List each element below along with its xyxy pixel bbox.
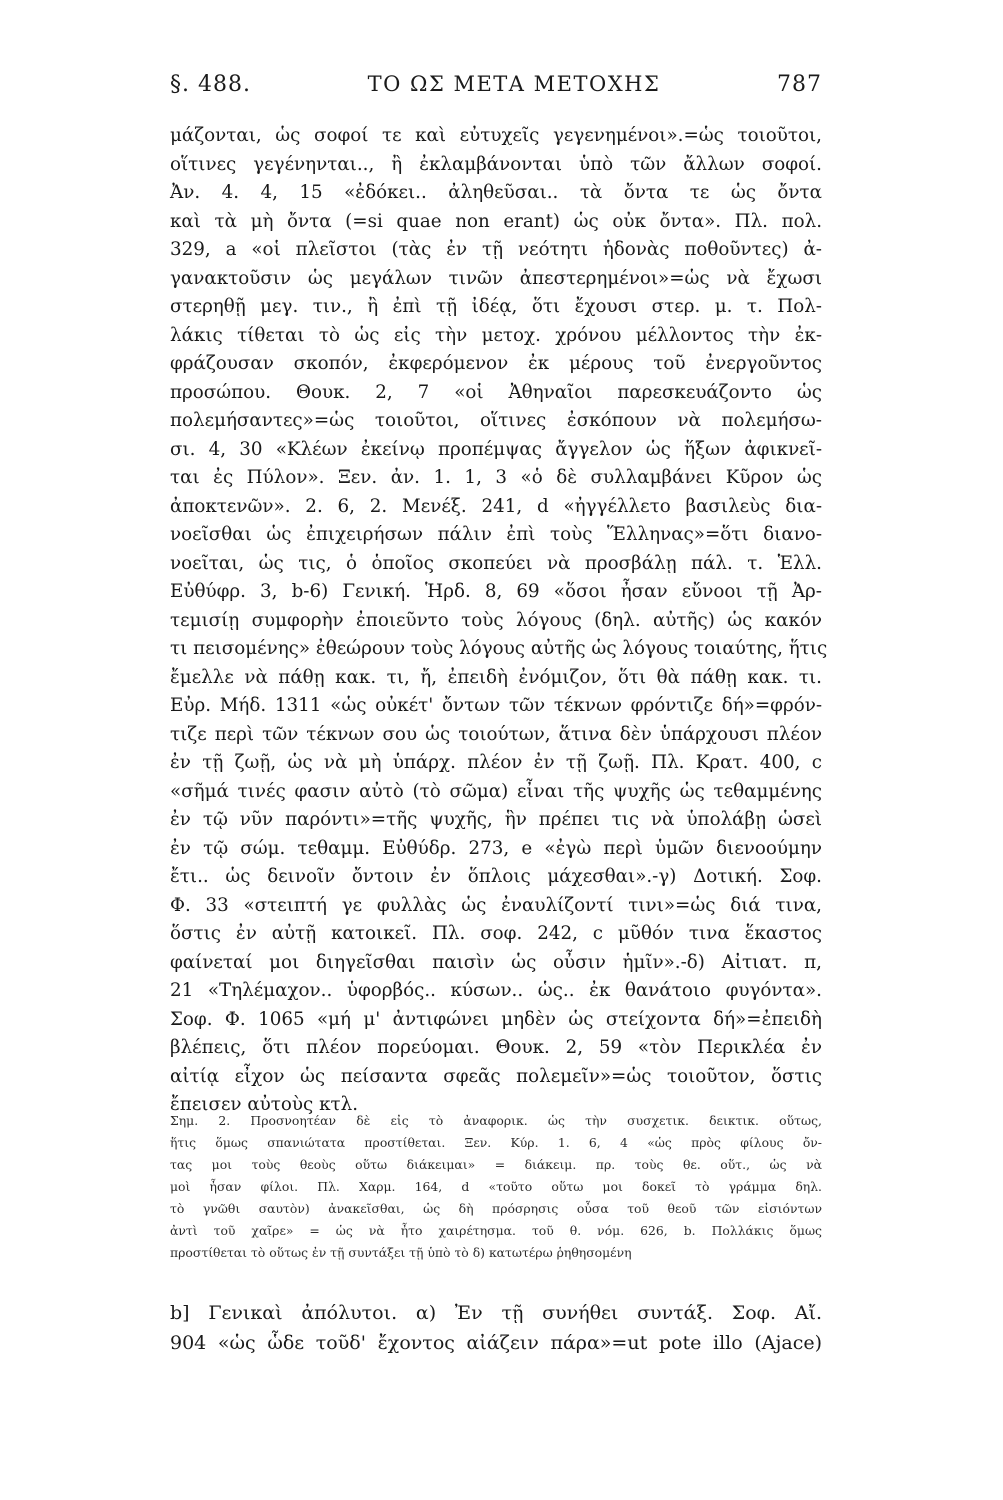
text-line: ὅστις ἐν αὐτῇ κατοικεῖ. Πλ. σοφ. 242, c μῦθόν τινα ἕκαστος bbox=[170, 923, 822, 944]
text-line: λάκις τίθεται τὸ ὡς εἰς τὴν μετοχ. χρόνου μέλλοντος τὴν ἐκ- bbox=[170, 324, 822, 346]
note-line: Σημ. 2. Προσνοητέαν δὲ εἰς τὸ ἀναφορικ. ὡς τὴν συσχετικ. δεικτικ. οὕτως, bbox=[170, 1113, 822, 1128]
text-line: σι. 4, 30 «Κλέων ἐκείνῳ προπέμψας ἄγγελον ὡς ἥξων ἀφικνεῖ- bbox=[170, 438, 822, 460]
text-line: Εὐθύφρ. 3, b-6) Γενική. Ἡρδ. 8, 69 «ὅσοι ἦσαν εὔνοοι τῇ Ἀρ- bbox=[170, 581, 822, 602]
note-line: μοὶ ἦσαν φίλοι. Πλ. Χαρμ. 164, d «τοῦτο οὕτω μοι δοκεῖ τὸ γράμμα δηλ. bbox=[170, 1179, 822, 1194]
text-line: Ἀν. 4. 4, 15 «ἐδόκει.. ἀληθεῦσαι.. τὰ ὄντα τε ὡς ὄντα bbox=[170, 182, 822, 203]
note-line: τας μοι τοὺς θεοὺς οὕτω διάκειμαι» = διάκειμ. πρ. τοὺς θε. οὕτ., ὡς νὰ bbox=[170, 1157, 822, 1172]
text-line: φράζουσαν σκοπόν, ἐκφερόμενον ἐκ μέρους τοῦ ἐνεργοῦντος bbox=[170, 353, 822, 374]
text-line: ἐν τῷ σώμ. τεθαμμ. Εὐθύδρ. 273, e «ἐγὼ περὶ ὑμῶν διενοούμην bbox=[170, 837, 822, 859]
section-number: §. 488. bbox=[170, 72, 251, 97]
text-line: φαίνεταί μοι διηγεῖσθαι παισὶν ὡς οὖσιν ἡμῖν».-δ) Αἰτιατ. π, bbox=[170, 951, 822, 973]
text-line: αἰτίᾳ εἶχον ὡς πείσαντα σφεᾶς πολεμεῖν»=ὡς τοιοῦτον, ὅστις bbox=[170, 1065, 822, 1087]
text-line: πολεμήσαντες»=ὡς τοιοῦτοι, οἵτινες ἐσκόπουν νὰ πολεμήσω- bbox=[170, 410, 822, 431]
text-line: «σῆμά τινές φασιν αὐτὸ (τὸ σῶμα) εἶναι τῆς ψυχῆς ὡς τεθαμμένης bbox=[170, 780, 822, 802]
text-line: ἔτι.. ὡς δεινοῖν ὄντοιν ἐν ὅπλοις μάχεσθαι».-γ) Δοτική. Σοφ. bbox=[170, 866, 822, 887]
text-line: 329, a «οἱ πλεῖστοι (τὰς ἐν τῇ νεότητι ἡδονὰς ποθοῦντες) ἀ- bbox=[170, 239, 822, 260]
text-line: προσώπου. Θουκ. 2, 7 «οἱ Ἀθηναῖοι παρεσκευάζοντο ὡς bbox=[170, 381, 822, 403]
footnote-remark bbox=[170, 1110, 822, 1264]
text-line: ἔπεισεν αὐτοὺς κτλ. bbox=[170, 1094, 359, 1115]
text-line: νοεῖσθαι ὡς ἐπιχειρήσων πάλιν ἐπὶ τοὺς Ἕλληνας»=ὅτι διανο- bbox=[170, 524, 822, 545]
text-line: νοεῖται, ὡς τις, ὁ ὁποῖος σκοπεύει νὰ προσβάλῃ πάλ. τ. Ἑλλ. bbox=[170, 552, 822, 574]
text-line: στερηθῇ μεγ. τιν., ἢ ἐπὶ τῇ ἰδέᾳ, ὅτι ἔχουσι στερ. μ. τ. Πολ- bbox=[170, 296, 822, 317]
note-line: προστίθεται τὸ οὕτως ἐν τῇ συντάξει τῇ ὑπὸ τὸ δ) κατωτέρω ῥηθησομένη bbox=[170, 1245, 632, 1260]
text-line: τεμισίῃ συμφορὴν ἐποιεῦντο τοὺς λόγους (δηλ. αὐτῆς) ὡς κακόν bbox=[170, 609, 822, 631]
main-text bbox=[170, 122, 828, 1120]
text-line: ἀποκτενῶν». 2. 6, 2. Μενέξ. 241, d «ἠγγέλλετο βασιλεὺς δια- bbox=[170, 495, 822, 517]
text-line: 21 «Τηλέμαχον.. ὑφορβός.. κύσων.. ὡς.. ἐκ θανάτοιο φυγόντα». bbox=[170, 980, 822, 1001]
note-line: ἥτις ὅμως σπανιώτατα προστίθεται. Ξεν. Κύρ. 1. 6, 4 «ὡς πρὸς φίλους ὄν- bbox=[170, 1135, 822, 1150]
text-line: Σοφ. Φ. 1065 «μή μ' ἀντιφώνει μηδὲν ὡς στείχοντα δή»=ἐπειδὴ bbox=[170, 1008, 822, 1030]
text-line: b] Γενικαὶ ἀπόλυτοι. α) Ἐν τῇ συνήθει συντάξ. Σοφ. Αἴ. bbox=[170, 1302, 822, 1324]
text-line: Εὐρ. Μήδ. 1311 «ὡς οὐκέτ' ὄντων τῶν τέκνων φρόντιζε δή»=φρόν- bbox=[170, 695, 822, 716]
text-line: γανακτοῦσιν ὡς μεγάλων τινῶν ἀπεστερημένοι»=ὡς νὰ ἔχωσι bbox=[170, 267, 822, 289]
text-line: καὶ τὰ μὴ ὄντα (=si quae non erant) ὡς οὐκ ὄντα». Πλ. πολ. bbox=[170, 210, 822, 232]
text-line: οἵτινες γεγένηνται.., ἢ ἐκλαμβάνονται ὑπὸ τῶν ἄλλων σοφοί. bbox=[170, 153, 822, 175]
text-line: τιζε περὶ τῶν τέκνων σου ὡς τοιούτων, ἅτινα δὲν ὑπάρχουσι πλέον bbox=[170, 723, 822, 745]
text-line: ἐν τῷ νῦν παρόντι»=τῆς ψυχῆς, ἣν πρέπει τις νὰ ὑπολάβῃ ὡσεὶ bbox=[170, 809, 822, 830]
text-line: τι πεισομένης» ἐθεώρουν τοὺς λόγους αὐτῆς ὡς λόγους τοιαύτης, ἥτις bbox=[170, 638, 828, 659]
note-line: ἀντὶ τοῦ χαῖρε» = ὡς νὰ ἦτο χαιρέτησμα. τοῦ θ. νόμ. 626, b. Πολλάκις ὅμως bbox=[170, 1223, 822, 1238]
note-line: τὸ γνῶθι σαυτὸν) ἀνακεῖσθαι, ὡς δὴ πρόσρησις οὖσα τοῦ θεοῦ τῶν εἰσιόντων bbox=[170, 1201, 822, 1216]
text-line: ἔμελλε νὰ πάθῃ κακ. τι, ἤ, ἐπειδὴ ἐνόμιζον, ὅτι θὰ πάθῃ κακ. τι. bbox=[170, 666, 822, 688]
subsection-text bbox=[170, 1298, 822, 1358]
page-header bbox=[170, 72, 822, 108]
text-line: βλέπεις, ὅτι πλέον πορεύομαι. Θουκ. 2, 59 «τὸν Περικλέα ἐν bbox=[170, 1037, 822, 1058]
page-number: 787 bbox=[776, 72, 822, 97]
text-line: ται ἐς Πύλον». Ξεν. ἀν. 1. 1, 3 «ὁ δὲ συλλαμβάνει Κῦρον ὡς bbox=[170, 467, 822, 488]
text-line: 904 «ὡς ὧδε τοῦδ' ἔχοντος αἰάζειν πάρα»=ut pote illo (Ajace) bbox=[170, 1332, 822, 1354]
running-title: ΤΟ ΩΣ ΜΕΤΑ ΜΕΤΟΧΗΣ bbox=[367, 72, 661, 96]
text-line: μάζονται, ὡς σοφοί τε καὶ εὐτυχεῖς γεγενημένοι».=ὡς τοιοῦτοι, bbox=[170, 125, 822, 146]
text-line: ἐν τῇ ζωῇ, ὡς νὰ μὴ ὑπάρχ. πλέον ἐν τῇ ζωῇ. Πλ. Κρατ. 400, c bbox=[170, 752, 822, 773]
text-line: Φ. 33 «στειπτή γε φυλλὰς ὡς ἐναυλίζοντί τινι»=ὡς διά τινα, bbox=[170, 894, 822, 916]
